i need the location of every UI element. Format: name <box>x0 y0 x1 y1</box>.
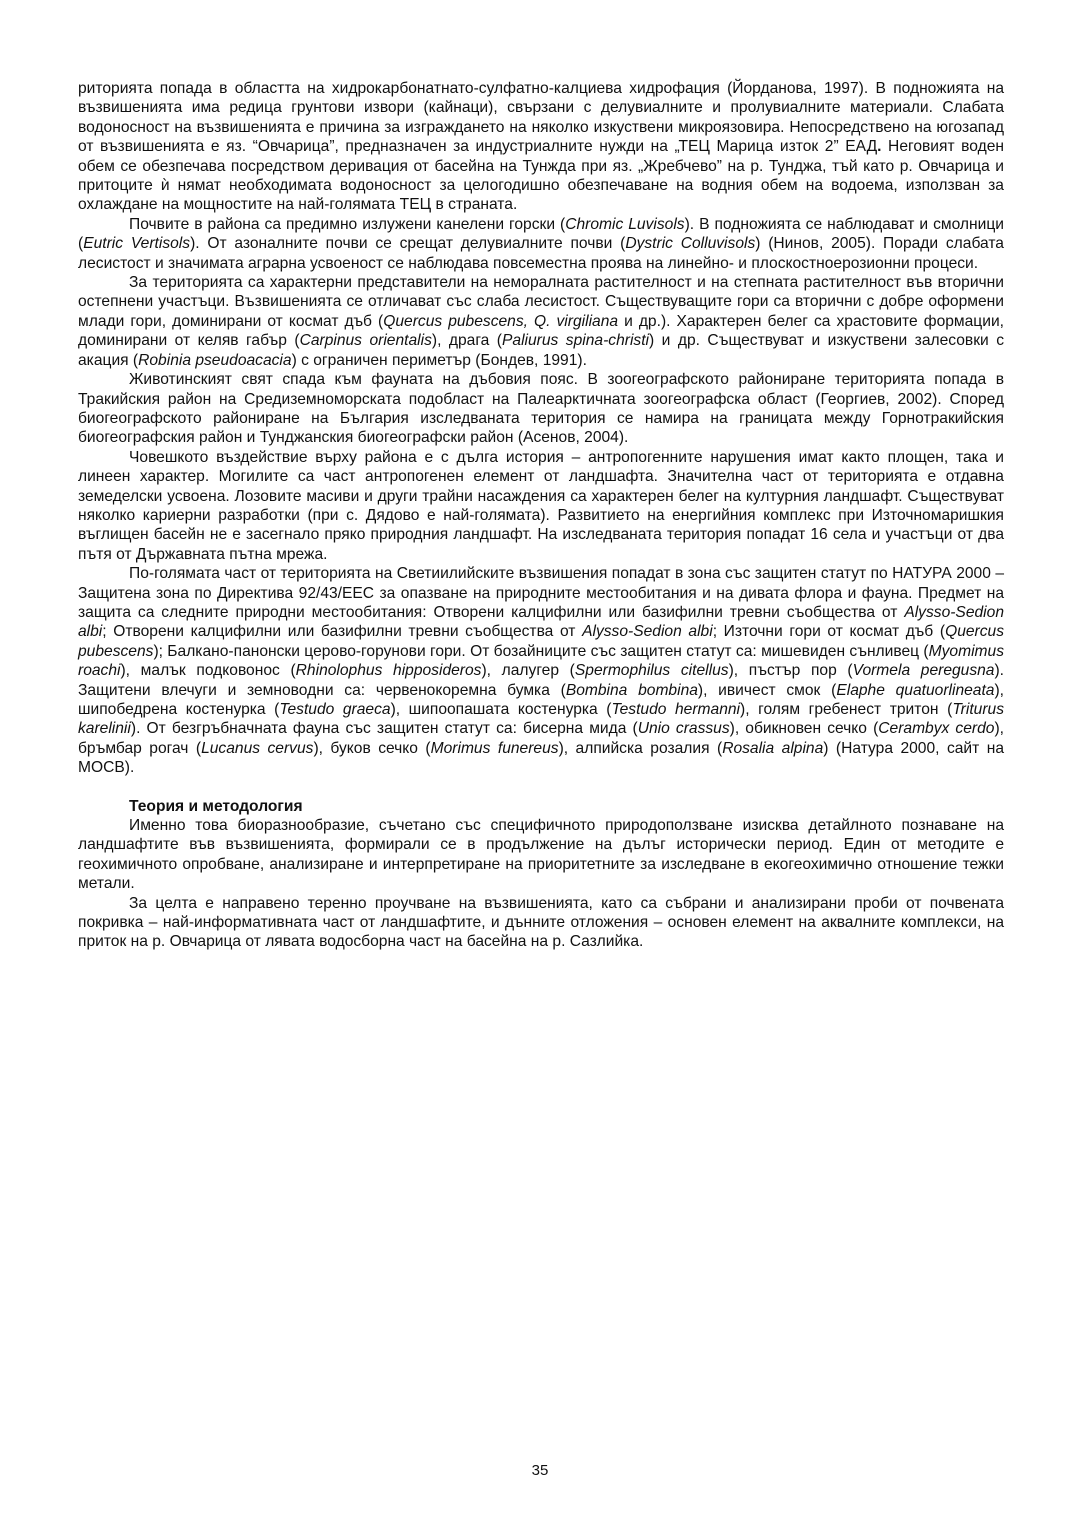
text-run: Човешкото въздействие върху района е с дълга история – антропогенните нарушения имат както площен, така и линеен характер. Могилите са част антропогенен елемент от ландшафта. Значителна част от територията е отдавна земеделски усвоена. Лозовите масиви и други трайни насаждения са характерен белег на културния ландшафт. Съществуват няколко кариерни разработки (при с. Дядово е най-голямата). Развитието на енергийния комплекс при Източномаришкия въглищен басейн не е засегнало пряко природния ландшафт. На изследваната територия попадат 16 села и участъци от два пътя от Държавната пътна мрежа. <box>78 448 1004 563</box>
italic-term: Rosalia alpina <box>722 739 824 757</box>
italic-term: Lucanus cervus <box>201 739 314 757</box>
text-run: ), пъстър пор ( <box>728 662 853 680</box>
paragraph <box>78 448 1004 564</box>
text-run: ; Отворени калцифилни или базифилни тревни съобщества от <box>102 623 583 641</box>
paragraph <box>78 816 1004 894</box>
text-run: Почвите в района са предимно излужени канелени горски ( <box>129 215 566 233</box>
text-run: ), обикновен сечко ( <box>729 720 879 738</box>
italic-term: Bombina bombina <box>565 681 698 699</box>
text-run: ). От безгръбначната фауна със защитен статут са: бисерна мида ( <box>130 720 638 738</box>
paragraph <box>78 370 1004 448</box>
text-run: Именно това биоразнообразие, съчетано със специфичното природоползване изисква детайлното познаване на ландшафтите във възвишенията, формирали се в продължение на дълъг исторически период. Един от методите е геохимичното опробване, анализиране и интерпретиране на приоритетните за изследване в екогеохимично отношение тежки метали. <box>78 817 1004 893</box>
section-heading: Теория и методология <box>129 797 303 815</box>
page-number: 35 <box>531 1462 549 1479</box>
text-run: ) (Нинов, 2005). Поради слабата лесистост и значимата аграрна усвоеност се наблюдава повсеместна проява на линейно- и плоскостноерозионни процеси. <box>78 235 1004 272</box>
italic-term: Unio crassus <box>637 720 730 738</box>
italic-term: Alysso-Sedion albi <box>78 603 1004 641</box>
body-text <box>78 79 1004 952</box>
text-run: Животинският свят спада към фауната на дъбовия пояс. В зоогеографското райониране територията попада в Тракийския район на Средиземноморската подобласт на Палеарктичната зоогеографска област (Георгиев, 2002). Според биогеографското райониране на България изследваната територия се намира на границата между Горнотракийския биогеографския район и Тунджанския биогеографски район (Асенов, 2004). <box>78 371 1004 447</box>
text-run: ), шипобедрена костенурка ( <box>78 681 1004 718</box>
italic-term: Cerambyx cerdo <box>878 720 995 738</box>
text-run: ), буков сечко ( <box>313 739 431 757</box>
italic-term: Dystric Colluvisols <box>625 235 756 253</box>
text-run: За целта е направено теренно проучване на възвишенията, като са събрани и анализирани проби от почвената покривка – най-информативната част от ландшафтите, и дънните отложения – основен елемент на аквалните комплекси, на приток на р. Овчарица от лявата водосборна част на басейна на р. Сазлийка. <box>78 894 1004 951</box>
text-run: Неговият воден обем се обезпечава посредством деривация от басейна на Тунжда при яз. „Жребчево” на р. Тунджа, тъй като р. Овчарица и притоците ѝ нямат необходимата водоносност за целогодишно обезпечаване на водния обем на водоема, използван за охлаждане на мощностите на най-голямата ТЕЦ в страната. <box>78 138 1004 214</box>
paragraph <box>78 79 1004 215</box>
text-run: ; Източни гори от космат дъб ( <box>712 623 946 641</box>
italic-term: Testudo hermanni <box>611 701 741 718</box>
paragraph <box>78 564 1004 777</box>
italic-term: Carpinus orientalis <box>299 332 432 350</box>
italic-term: Spermophilus citellus <box>574 662 729 680</box>
italic-term: Robinia pseudoacacia <box>138 351 292 369</box>
text-run: ), драга ( <box>431 332 502 350</box>
italic-term: Alysso-Sedion albi <box>582 623 713 641</box>
text-run: ) и др. Съществуват и изкуствени залесовки с акация ( <box>78 332 1004 369</box>
text-run: По-голямата част от територията на Светиилийските възвишения попадат в зона със защитен статут по НАТУРА 2000 – Защитена зона по Директива 92/43/ЕЕС за опазване на природните местообитания и на дивата флора и фауна. Предмет на защита са следните природни местообитания: Отворени калцифилни или базифилни тревни съобщества от <box>78 565 1004 621</box>
italic-term: Myomimus roachi <box>78 642 1004 680</box>
text-run: ), малък подковонос ( <box>120 662 296 680</box>
text-run: ). Защитени влечуги и земноводни са: червенокоремна бумка ( <box>78 662 1005 699</box>
italic-term: Elaphe quatuorlineata <box>836 681 995 699</box>
text-run: ). В подножията се наблюдават и смолници ( <box>78 215 1004 253</box>
italic-term: Quercus pubescens, Q. virgiliana <box>383 312 619 330</box>
paragraph <box>78 273 1004 370</box>
italic-term: Quercus pubescens <box>78 623 1004 660</box>
text-run: ) (Натура 2000, сайт на МОСВ). <box>78 739 1005 777</box>
italic-term: Chromic Luvisols <box>565 215 685 233</box>
paragraph <box>78 215 1004 273</box>
text-run: За територията са характерни представители на неморалната растителност и на степната растителност във вторични остепнени участъци. Възвишенията се отличават със слаба лесистост. Съществуващите гори са вторични с добре оформени млади гори, доминирани от космат дъб ( <box>78 274 1004 330</box>
italic-term: Eutric Vertisols <box>83 235 191 253</box>
text-run: ), бръмбар рогач ( <box>78 720 1004 757</box>
bold-text: . <box>877 138 882 156</box>
text-run: ), алпийска розалия ( <box>558 739 723 757</box>
paragraph <box>78 894 1004 952</box>
text-run: ). От азоналните почви се срещат делувиалните почви ( <box>190 235 626 253</box>
text-run: ) с ограничен периметър (Бондев, 1991). <box>291 351 587 369</box>
italic-term: Morimus funereus <box>430 739 559 757</box>
text-run: ), лалугер ( <box>481 662 575 680</box>
text-run: риторията попада в областта на хидрокарбонатнато-сулфатно-калциева хидрофация (Йорданова, 1997). В подножията на възвишенията има редица грунтови извори (кайнаци), свързани с делувиалните и пролувиалните материали. Слабата водоносност на възвишенията е причина за изграждането на няколко изкуствени микроязовира. Непосредствено на югозапад от възвишенията е яз. “Овчарица”, предназначен за индустриалните нужди на „ТЕЦ Марица изток 2” ЕАД <box>78 80 1004 156</box>
text-run: ), шипоопашата костенурка ( <box>390 701 612 718</box>
italic-term: Paliurus spina-christi <box>502 332 650 350</box>
italic-term: Testudo graeca <box>279 701 391 718</box>
text-run: ); Балкано-панонски церово-горунови гори. От бозайниците със защитен статут са: мишевиден сънливец ( <box>153 642 929 660</box>
text-run: ), ивичест смок ( <box>697 681 837 699</box>
italic-term: Triturus karelinii <box>78 701 1005 738</box>
italic-term: Vormela peregusna <box>852 662 995 680</box>
text-run: ), голям гребенест тритон ( <box>740 701 953 718</box>
italic-term: Rhinolophus hipposideros <box>295 662 482 680</box>
text-run: и др.). Характерен белег са храстовите формации, доминирани от келяв габър ( <box>78 312 1004 350</box>
